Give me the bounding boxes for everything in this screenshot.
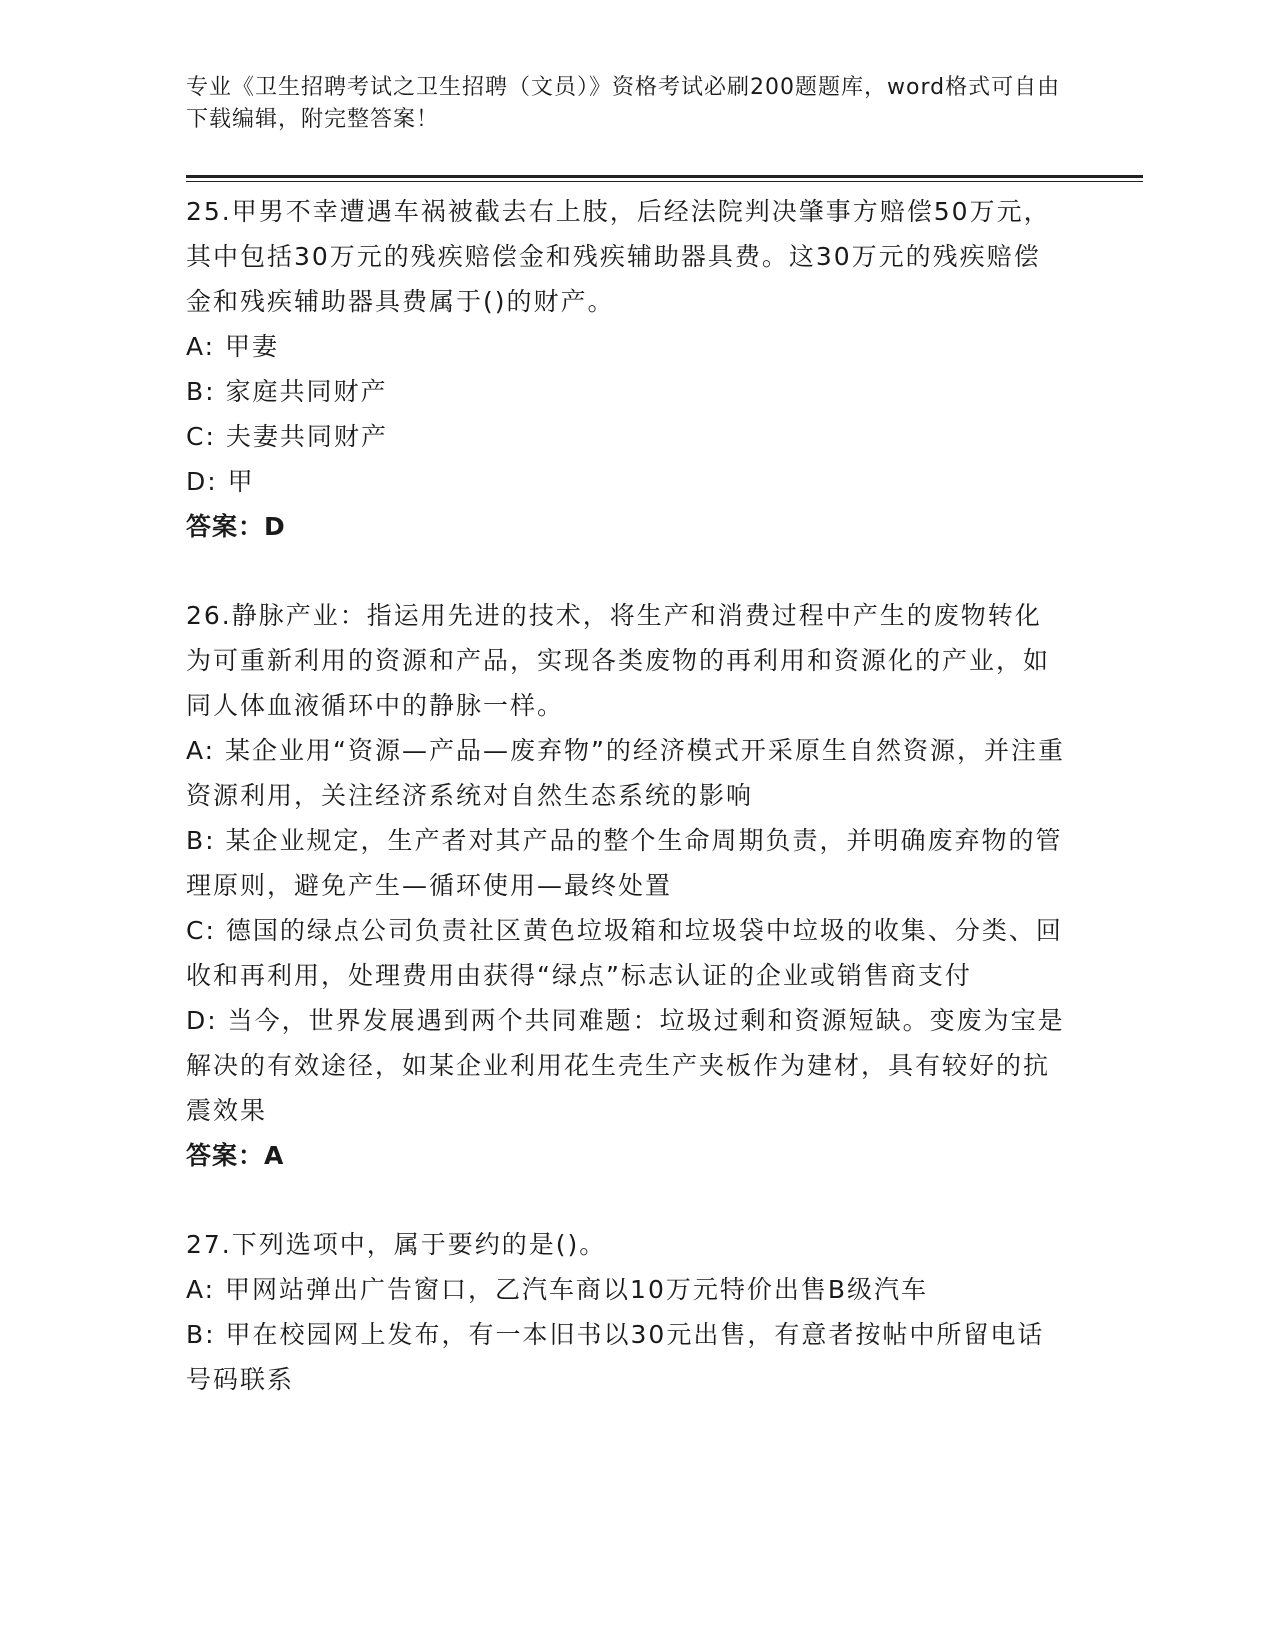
option-c: C: 夫妻共同财产 <box>186 422 388 451</box>
question-stem: 26.静脉产业：指运用先进的技术，将生产和消费过程中产生的废物转化为可重新利用的资源和产品，实现各类废物的再利用和资源化的产业，如同人体血液循环中的静脉一样。 <box>186 601 1051 720</box>
header-divider-thin <box>186 181 1143 182</box>
question-27 <box>186 1222 1066 1402</box>
option-a: A: 甲妻 <box>186 332 280 361</box>
option-c: C: 德国的绿点公司负责社区黄色垃圾箱和垃圾袋中垃圾的收集、分类、回收和再利用，处理费用由获得“绿点”标志认证的企业或销售商支付 <box>186 916 1063 990</box>
option-b: B: 家庭共同财产 <box>186 377 388 406</box>
question-stem: 27.下列选项中，属于要约的是()。 <box>186 1230 607 1259</box>
question-26 <box>186 593 1066 1178</box>
option-a: A: 某企业用“资源—产品—废弃物”的经济模式开采原生自然资源，并注重资源利用，关注经济系统对自然生态系统的影响 <box>186 736 1065 810</box>
question-25 <box>186 189 1066 549</box>
option-b: B: 某企业规定，生产者对其产品的整个生命周期负责，并明确废弃物的管理原则，避免产生—循环使用—最终处置 <box>186 826 1063 900</box>
answer-line: 答案：D <box>186 512 286 541</box>
answer-line: 答案：A <box>186 1141 285 1170</box>
option-a: A: 甲网站弹出广告窗口，乙汽车商以10万元特价出售B级汽车 <box>186 1275 928 1304</box>
header-divider-thick <box>186 175 1143 178</box>
document-header: 专业《卫生招聘考试之卫生招聘（文员）》资格考试必刷200题题库，word格式可自由下载编辑，附完整答案！ <box>186 75 1061 132</box>
question-list <box>186 189 1066 1446</box>
option-d: D: 甲 <box>186 467 255 496</box>
option-d: D: 当今，世界发展遇到两个共同难题：垃圾过剩和资源短缺。变废为宝是解决的有效途径，如某企业利用花生壳生产夹板作为建材，具有较好的抗震效果 <box>186 1006 1065 1125</box>
question-stem: 25.甲男不幸遭遇车祸被截去右上肢，后经法院判决肇事方赔偿50万元，其中包括30万元的残疾赔偿金和残疾辅助器具费。这30万元的残疾赔偿金和残疾辅助器具费属于()的财产。 <box>186 197 1051 316</box>
option-b: B: 甲在校园网上发布，有一本旧书以30元出售，有意者按帖中所留电话号码联系 <box>186 1320 1045 1394</box>
